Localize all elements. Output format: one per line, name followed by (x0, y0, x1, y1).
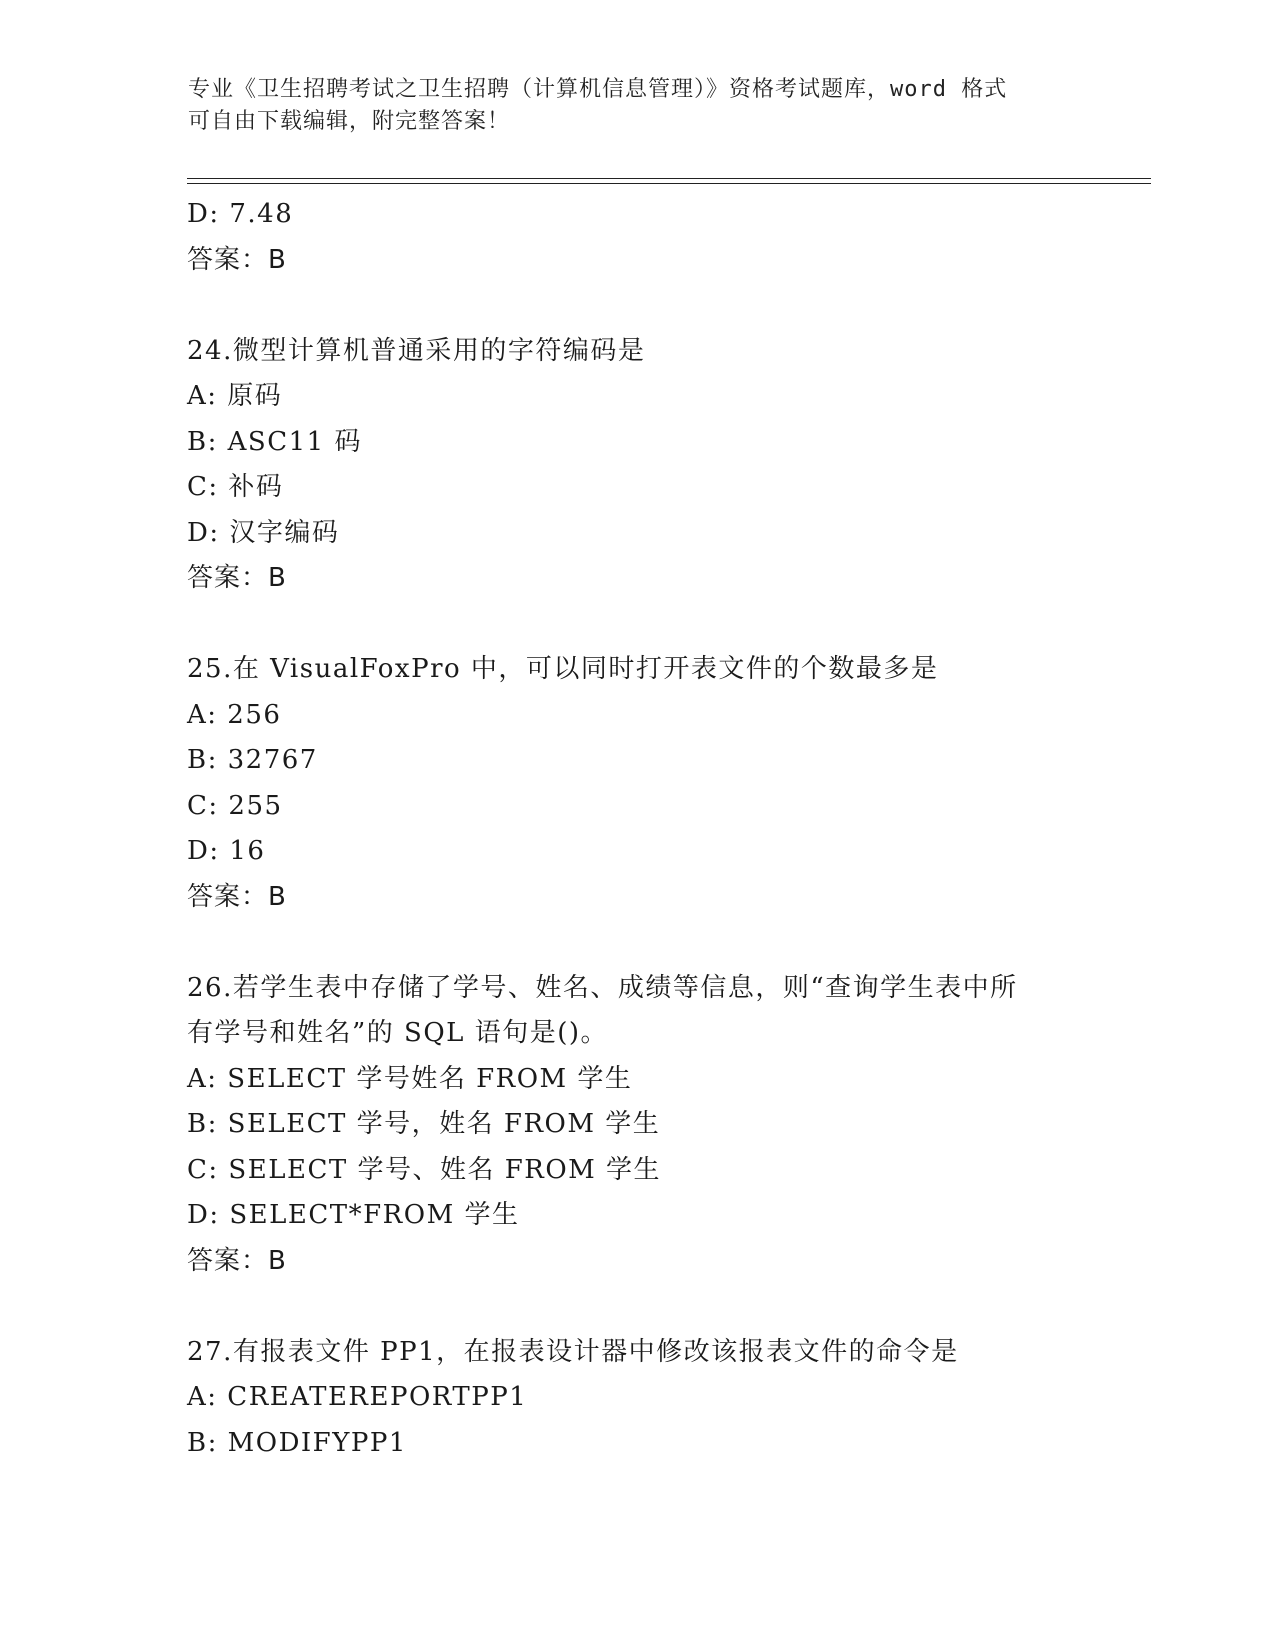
header-line-2: 可自由下载编辑，附完整答案！ (188, 109, 511, 134)
option-d: D: 16 (187, 836, 266, 866)
question-text: 24.微型计算机普通采用的字符编码是 (187, 335, 646, 366)
header-divider-bottom (187, 183, 1151, 184)
question-text-line-1: 26.若学生表中存储了学号、姓名、成绩等信息，则“查询学生表中所 (187, 972, 1018, 1003)
question-block-25 (187, 647, 1147, 920)
question-text-line-2: 有学号和姓名”的 SQL 语句是()。 (187, 1018, 609, 1048)
option-b: B: 32767 (187, 745, 318, 775)
answer-line: 答案：B (187, 881, 287, 912)
answer-line: 答案：B (187, 563, 287, 593)
document-header (188, 74, 1088, 138)
question-block-prev (187, 192, 1147, 283)
option-a: A: 原码 (187, 381, 283, 411)
option-b: B: SELECT 学号，姓名 FROM 学生 (187, 1109, 661, 1139)
answer-line: 答案：B (187, 244, 287, 275)
option-d: D: SELECT*FROM 学生 (187, 1200, 520, 1230)
option-d: D: 汉字编码 (187, 517, 340, 548)
header-divider-top (187, 178, 1151, 179)
option-a: A: CREATEREPORTPP1 (187, 1382, 528, 1412)
question-block-26 (187, 966, 1147, 1285)
spacer (187, 283, 1147, 329)
spacer (187, 602, 1147, 648)
option-c: C: 255 (187, 790, 283, 821)
question-text: 25.在 VisualFoxPro 中，可以同时打开表文件的个数最多是 (187, 654, 939, 684)
option-b: B: MODIFYPP1 (187, 1427, 407, 1458)
spacer (187, 1284, 1147, 1330)
header-line-1: 专业《卫生招聘考试之卫生招聘（计算机信息管理）》资格考试题库，word 格式 (188, 77, 1008, 102)
answer-line: 答案：B (187, 1245, 287, 1276)
option-c: C: 补码 (187, 472, 284, 502)
option-c: C: SELECT 学号、姓名 FROM 学生 (187, 1154, 662, 1185)
option-a: A: SELECT 学号姓名 FROM 学生 (187, 1063, 633, 1094)
question-text: 27.有报表文件 PP1，在报表设计器中修改该报表文件的命令是 (187, 1336, 959, 1367)
option-a: A: 256 (187, 699, 282, 730)
question-text (187, 966, 1067, 1057)
question-block-27 (187, 1330, 1147, 1467)
question-block-24 (187, 329, 1147, 602)
spacer (187, 920, 1147, 966)
option-d: D: 7.48 (187, 199, 294, 229)
question-list (187, 192, 1147, 1466)
option-b: B: ASC11 码 (187, 426, 362, 457)
